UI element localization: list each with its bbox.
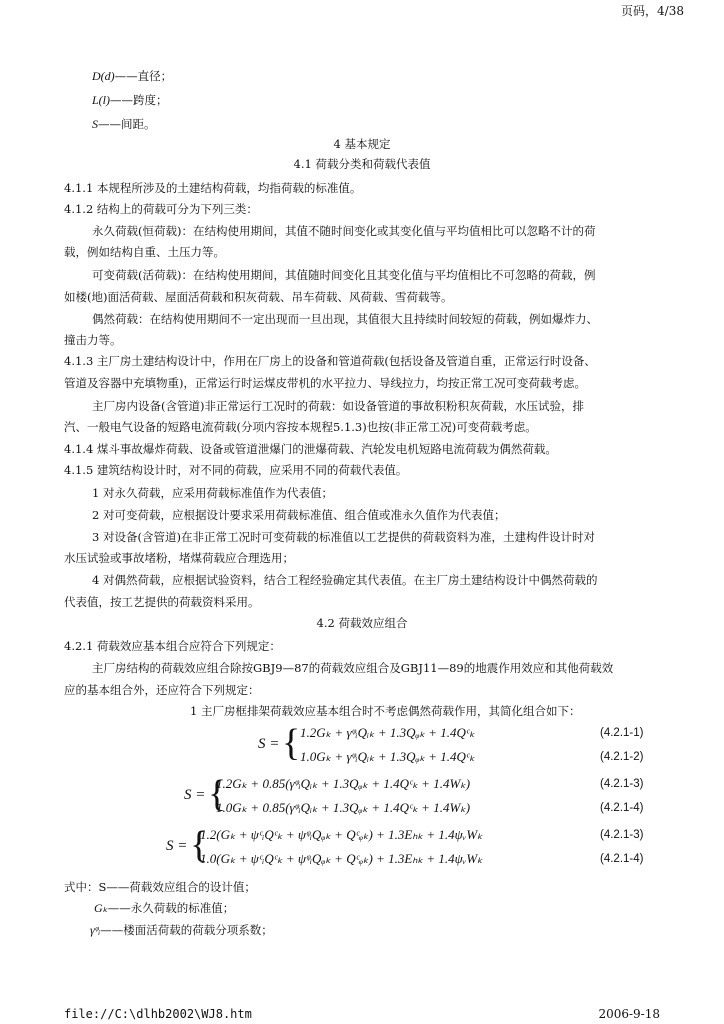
paragraph-line: 管道及容器中充填物重)，正常运行时运煤皮带机的水平拉力、导线拉力，均按正常工况可变荷载考虑。 bbox=[64, 376, 586, 390]
brace-symbol: { bbox=[190, 824, 209, 866]
equation-group bbox=[0, 722, 724, 770]
list-item: 4 对偶然荷载，应根据试验资料，结合工程经验确定其代表值。在主厂房土建结构设计中偶然荷载的 bbox=[92, 573, 598, 587]
brace-symbol: { bbox=[208, 773, 227, 815]
equation-group bbox=[0, 824, 724, 872]
file-path: file://C:\dlhb2002\WJ8.htm bbox=[64, 1007, 252, 1021]
equation-number: (4.2.1-4) bbox=[600, 853, 644, 865]
equation-row: 1.0Gₖ + 0.85(γᵠᵢQᵢₖ + 1.3Qᵩₖ + 1.4Qᶜₖ + 1.4Wₖ) bbox=[216, 800, 471, 815]
paragraph-line: 汽、一般电气设备的短路电流荷载(分项内容按本规程5.1.3)也按(非正常工况)可变荷载考虑。 bbox=[64, 420, 537, 434]
list-item: 3 对设备(含管道)在非正常工况时可变荷载的标准值以工艺提供的荷载资料为准，土建构件设计时对 bbox=[92, 530, 595, 544]
symbol-def: D(d)——直径； bbox=[92, 69, 173, 83]
section-title: 4.2 荷载效应组合 bbox=[316, 616, 408, 630]
symbol-def: γᵠᵢ——楼面活荷载的荷载分项系数； bbox=[90, 923, 273, 937]
equation-lhs: S = bbox=[184, 787, 206, 803]
equation-number: (4.2.1-2) bbox=[600, 751, 644, 763]
paragraph-line: 代表值，按工艺提供的荷载资料采用。 bbox=[64, 595, 260, 609]
symbol-def: L(l)——跨度； bbox=[92, 93, 168, 107]
paragraph-line: 载，例如结构自重、土压力等。 bbox=[64, 245, 225, 259]
paragraph-line: 偶然荷载：在结构使用期间不一定出现而一旦出现，其值很大且持续时间较短的荷载，例如爆炸力、 bbox=[92, 312, 598, 326]
equation-number: (4.2.1-3) bbox=[600, 829, 644, 841]
paragraph-line: 可变荷载(活荷载)：在结构使用期间，其值随时间变化且其变化值与平均值相比不可忽略的荷载，例 bbox=[92, 268, 596, 282]
symbol-def: Gₖ——永久荷载的标准值； bbox=[94, 901, 235, 915]
page-number: 页码，4/38 bbox=[621, 4, 684, 18]
equation-row: 1.0(Gₖ + ψᶜᵢQᶜₖ + ψᵠᵢQᵩₖ + Qᶜᵩₖ) + 1.3Eₕₖ + 1.4ψᵥWₖ bbox=[200, 851, 483, 866]
paragraph-line: 4.1.4 煤斗事故爆炸荷载、设备或管道泄爆门的泄爆荷载、汽轮发电机短路电流荷载为偶然荷载。 bbox=[64, 442, 557, 456]
equation-row: 1.0Gₖ + γᵠᵢQᵢₖ + 1.3Qᵩₖ + 1.4Qᶜₖ bbox=[300, 749, 475, 764]
equation-row: 1.2(Gₖ + ψᶜᵢQᶜₖ + ψᵠᵢQᵩₖ + Qᶜᵩₖ) + 1.3Eₕₖ + 1.4ψᵥWₖ bbox=[200, 827, 483, 842]
paragraph-line: 撞击力等。 bbox=[64, 333, 122, 347]
paragraph-line: 应的基本组合外，还应符合下列规定： bbox=[64, 683, 260, 697]
equation-number: (4.2.1-4) bbox=[600, 802, 644, 814]
brace-symbol: { bbox=[282, 722, 301, 764]
equation-group bbox=[0, 773, 724, 821]
section-title: 4.1 荷载分类和荷载代表值 bbox=[293, 157, 431, 171]
paragraph-line: 水压试验或事故堵粉，堵煤荷载应合理选用； bbox=[64, 551, 294, 565]
paragraph-line: 永久荷载(恒荷载)：在结构使用期间，其值不随时间变化或其变化值与平均值相比可以忽略不计的荷 bbox=[92, 224, 596, 238]
equation-row: 1.2Gₖ + γᵠᵢQᵢₖ + 1.3Qᵩₖ + 1.4Qᶜₖ bbox=[300, 725, 475, 740]
symbol-def: S——间距。 bbox=[92, 117, 156, 131]
equation-row: 1.2Gₖ + 0.85(γᵠᵢQᵢₖ + 1.3Qᵩₖ + 1.4Qᶜₖ + 1.4Wₖ) bbox=[216, 776, 471, 791]
paragraph-line: 4.2.1 荷载效应基本组合应符合下列规定： bbox=[64, 639, 281, 653]
list-item: 1 主厂房框排架荷载效应基本组合时不考虑偶然荷载作用，其简化组合如下： bbox=[190, 704, 581, 718]
paragraph-line: 如楼(地)面活荷载、屋面活荷载和积灰荷载、吊车荷载、风荷载、雪荷载等。 bbox=[64, 290, 453, 304]
paragraph-line: 主厂房内设备(含管道)非正常运行工况时的荷载：如设备管道的事故积粉积灰荷载，水压试验，排 bbox=[92, 399, 584, 413]
paragraph-line: 4.1.2 结构上的荷载可分为下列三类： bbox=[64, 202, 258, 216]
equation-lhs: S = bbox=[166, 838, 188, 854]
paragraph-line: 4.1.3 主厂房土建结构设计中，作用在厂房上的设备和管道荷载(包括设备及管道自重，正常运行时设备、 bbox=[64, 354, 596, 368]
list-item: 2 对可变荷载，应根据设计要求采用荷载标准值、组合值或准永久值作为代表值； bbox=[92, 508, 506, 522]
list-item: 1 对永久荷载，应采用荷载标准值作为代表值； bbox=[92, 486, 333, 500]
paragraph-line: 主厂房结构的荷载效应组合除按GBJ9—87的荷载效应组合及GBJ11—89的地震作用效应和其他荷载效 bbox=[92, 661, 614, 675]
paragraph-line: 4.1.5 建筑结构设计时，对不同的荷载，应采用不同的荷载代表值。 bbox=[64, 463, 408, 477]
chapter-title: 4 基本规定 bbox=[333, 137, 391, 151]
paragraph-line: 4.1.1 本规程所涉及的土建结构荷载，均指荷载的标准值。 bbox=[64, 181, 362, 195]
equation-number: (4.2.1-3) bbox=[600, 778, 644, 790]
equation-lhs: S = bbox=[258, 736, 280, 752]
print-date: 2006-9-18 bbox=[598, 1007, 660, 1021]
equation-number: (4.2.1-1) bbox=[600, 727, 644, 739]
where-clause: 式中：S——荷载效应组合的设计值； bbox=[64, 880, 256, 894]
